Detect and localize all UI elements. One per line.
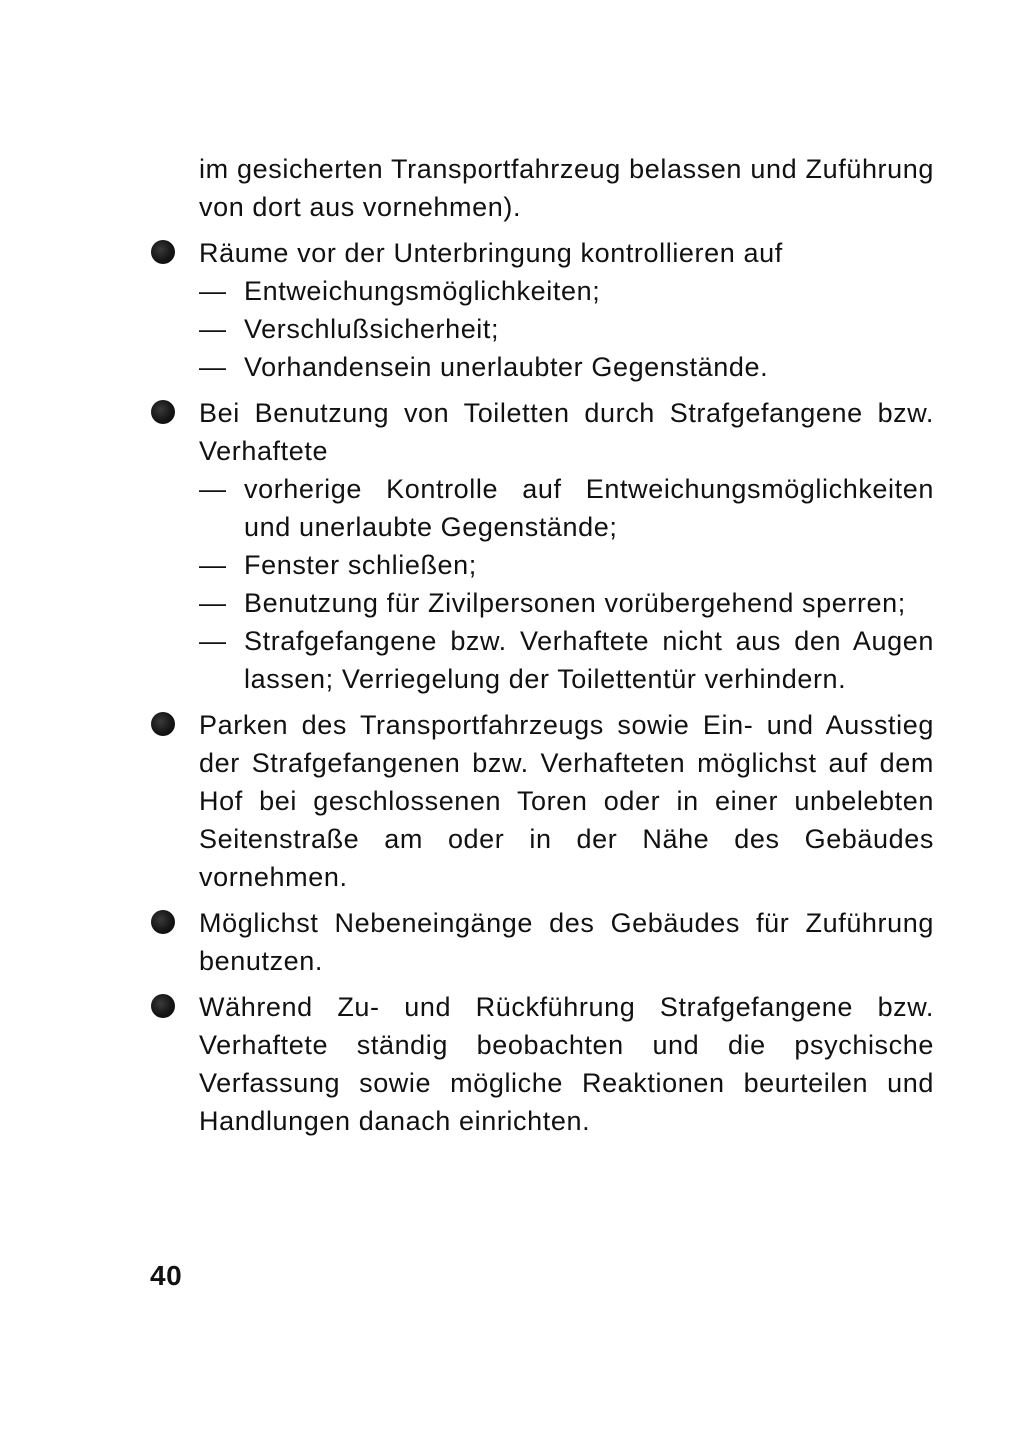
sub-item-text: Strafgefangene bzw. Verhaftete nicht aus den Augen lassen; Verriegelung der Toilettentür verhindern. (244, 626, 934, 694)
bullet-icon (151, 994, 175, 1018)
dash-icon (199, 310, 227, 348)
dash-icon (199, 546, 227, 584)
sub-item (199, 470, 934, 546)
list-item (199, 988, 934, 1140)
bullet-icon (151, 240, 175, 264)
list-item (199, 394, 934, 698)
intro-paragraph: im gesicherten Transportfahrzeug belassen und Zuführung von dort aus vornehmen). (199, 154, 934, 222)
dash-icon (199, 622, 227, 660)
sub-item-text: Entweichungsmöglichkeiten; (244, 276, 601, 306)
bullet-icon (151, 712, 175, 736)
sub-item-text: vorherige Kontrolle auf Entweichungsmöglichkeiten und unerlaubte Gegenstände; (244, 474, 934, 542)
sub-item-text: Fenster schließen; (244, 550, 477, 580)
list-item-text: Während Zu- und Rückführung Strafgefangene bzw. Verhaftete ständig beobachten und die psychische Verfassung sowie mögliche Reaktionen beurteilen und Handlungen danach einrichten. (199, 992, 934, 1136)
sub-item (199, 310, 934, 348)
dash-icon (199, 272, 227, 310)
bullet-icon (151, 910, 175, 934)
page-number: 40 (150, 1260, 183, 1291)
list-item (199, 904, 934, 980)
sub-item (199, 546, 934, 584)
list-item (199, 706, 934, 896)
sub-item-text: Benutzung für Zivilpersonen vorübergehend sperren; (244, 588, 906, 618)
list-item-text: Möglichst Nebeneingänge des Gebäudes für Zuführung benutzen. (199, 908, 934, 976)
sub-item (199, 272, 934, 310)
sub-item (199, 348, 934, 386)
list-item (199, 234, 934, 386)
sub-item-text: Vorhandensein unerlaubter Gegenstände. (244, 352, 769, 382)
body-text (199, 150, 934, 1140)
sub-item (199, 584, 934, 622)
bullet-icon (151, 400, 175, 424)
sub-item (199, 622, 934, 698)
list-item-text: Parken des Transportfahrzeugs sowie Ein- und Ausstieg der Strafgefangenen bzw. Verhafteten möglichst auf dem Hof bei geschlossenen Toren oder in einer unbelebten Seitenstraße am oder in der Nähe des Gebäudes vornehmen. (199, 710, 934, 892)
dash-icon (199, 470, 227, 508)
dash-icon (199, 584, 227, 622)
list-item-text: Bei Benutzung von Toiletten durch Strafgefangene bzw. Verhaftete (199, 398, 934, 466)
list-item-text: Räume vor der Unterbringung kontrollieren auf (199, 238, 783, 268)
dash-icon (199, 348, 227, 386)
sub-item-text: Verschlußsicherheit; (244, 314, 500, 344)
